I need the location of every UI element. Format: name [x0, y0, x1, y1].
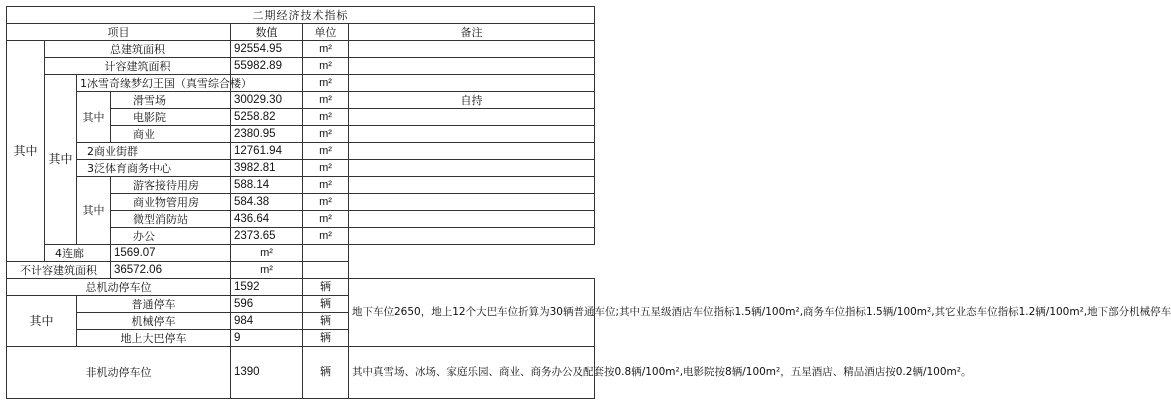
cell-normal-parking-label[interactable]: 普通停车: [77, 296, 231, 313]
table-row: [7, 177, 595, 194]
cell-sports-label[interactable]: 3泛体育商务中心: [77, 160, 231, 177]
cell-street-label[interactable]: 2商业街群: [77, 143, 231, 160]
cell-commerce-unit[interactable]: m²: [303, 126, 349, 143]
cell-non-motor-unit[interactable]: 辆: [303, 347, 349, 399]
table-row: [7, 143, 595, 160]
cell-normal-parking-value[interactable]: 596: [231, 296, 303, 313]
cell-non-motor-label[interactable]: 非机动停车位: [7, 347, 231, 399]
cell-non-far-unit[interactable]: m²: [231, 262, 303, 279]
cell-ice-kingdom-note[interactable]: [349, 75, 595, 92]
cell-total-area-label[interactable]: 总建筑面积: [45, 41, 231, 58]
header-note[interactable]: 备注: [349, 24, 595, 41]
cell-ski-label[interactable]: 滑雪场: [111, 92, 231, 109]
cell-office-value[interactable]: 2373.65: [231, 228, 303, 245]
cell-corridor-unit[interactable]: m²: [231, 245, 303, 262]
cell-cinema-label[interactable]: 电影院: [111, 109, 231, 126]
cell-bus-parking-unit[interactable]: 辆: [303, 330, 349, 347]
cell-far-area-note[interactable]: [349, 58, 595, 75]
header-unit[interactable]: 单位: [303, 24, 349, 41]
header-value[interactable]: 数值: [231, 24, 303, 41]
cell-far-area-unit[interactable]: m²: [303, 58, 349, 75]
cell-bus-parking-value[interactable]: 9: [231, 330, 303, 347]
cell-far-area-label[interactable]: 计容建筑面积: [45, 58, 231, 75]
cell-ski-note[interactable]: 自持: [349, 92, 595, 109]
table-row: [7, 160, 595, 177]
cell-corridor-note[interactable]: [303, 245, 349, 262]
cell-cinema-note[interactable]: [349, 109, 595, 126]
cell-bus-parking-label[interactable]: 地上大巴停车: [77, 330, 231, 347]
cell-commerce-value[interactable]: 2380.95: [231, 126, 303, 143]
cell-property-value[interactable]: 584.38: [231, 194, 303, 211]
cell-cinema-value[interactable]: 5258.82: [231, 109, 303, 126]
cell-property-label[interactable]: 商业物管用房: [111, 194, 231, 211]
cell-parking-note[interactable]: 地下车位2650，地上12个大巴车位折算为30辆普通车位;其中五星级酒店车位指标1.5辆/100m²,商务车位指标1.5辆/100m²,其它业态车位指标1.2辆/100m²,地下部分机械停车: [349, 279, 595, 347]
table-row: [7, 75, 595, 92]
cell-office-note[interactable]: [349, 228, 595, 245]
group-qizhong-sports[interactable]: 其中: [77, 177, 111, 245]
cell-corridor-label[interactable]: 4连廊: [45, 245, 111, 262]
table-row: [7, 58, 595, 75]
table-row: [7, 245, 595, 262]
group-qizhong-outer[interactable]: 其中: [7, 41, 45, 262]
table-row: [7, 279, 595, 296]
cell-cinema-unit[interactable]: m²: [303, 109, 349, 126]
cell-non-motor-value[interactable]: 1390: [231, 347, 303, 399]
cell-mech-parking-value[interactable]: 984: [231, 313, 303, 330]
table-row: [7, 92, 595, 109]
group-qizhong-ice[interactable]: 其中: [77, 92, 111, 143]
title-row: [7, 7, 595, 24]
table-row: [7, 262, 595, 279]
cell-total-parking-label[interactable]: 总机动停车位: [7, 279, 231, 296]
header-row: [7, 24, 595, 41]
cell-commerce-label[interactable]: 商业: [111, 126, 231, 143]
cell-visitor-unit[interactable]: m²: [303, 177, 349, 194]
cell-fire-label[interactable]: 微型消防站: [111, 211, 231, 228]
cell-property-unit[interactable]: m²: [303, 194, 349, 211]
indicator-table: [6, 6, 1171, 399]
cell-corridor-value[interactable]: 1569.07: [111, 245, 231, 262]
cell-fire-value[interactable]: 436.64: [231, 211, 303, 228]
cell-sports-note[interactable]: [349, 160, 595, 177]
table-title[interactable]: 二期经济技术指标: [7, 7, 595, 24]
cell-non-far-label[interactable]: 不计容建筑面积: [7, 262, 111, 279]
cell-non-far-value[interactable]: 36572.06: [111, 262, 231, 279]
cell-fire-note[interactable]: [349, 211, 595, 228]
cell-ice-kingdom-label[interactable]: 1冰雪奇缘梦幻王国（真雪综合楼）: [77, 75, 231, 92]
cell-total-parking-unit[interactable]: 辆: [303, 279, 349, 296]
cell-sports-unit[interactable]: m²: [303, 160, 349, 177]
cell-street-value[interactable]: 12761.94: [231, 143, 303, 160]
header-item[interactable]: 项目: [7, 24, 231, 41]
cell-fire-unit[interactable]: m²: [303, 211, 349, 228]
cell-office-label[interactable]: 办公: [111, 228, 231, 245]
cell-total-area-note[interactable]: [349, 41, 595, 58]
cell-visitor-note[interactable]: [349, 177, 595, 194]
table-row: [7, 41, 595, 58]
cell-property-note[interactable]: [349, 194, 595, 211]
cell-ski-value[interactable]: 30029.30: [231, 92, 303, 109]
cell-total-area-unit[interactable]: m²: [303, 41, 349, 58]
cell-mech-parking-label[interactable]: 机械停车: [77, 313, 231, 330]
cell-non-motor-note[interactable]: 其中真雪场、冰场、家庭乐园、商业、商务办公及配套按0.8辆/100m²,电影院按8辆/100m²，五星酒店、精品酒店按0.2辆/100m²。: [349, 347, 595, 399]
cell-non-far-note[interactable]: [303, 262, 349, 279]
cell-street-unit[interactable]: m²: [303, 143, 349, 160]
cell-commerce-note[interactable]: [349, 126, 595, 143]
table-row: [7, 347, 595, 399]
cell-far-area-value[interactable]: 55982.89: [231, 58, 303, 75]
cell-total-area-value[interactable]: 92554.95: [231, 41, 303, 58]
cell-sports-value[interactable]: 3982.81: [231, 160, 303, 177]
cell-normal-parking-unit[interactable]: 辆: [303, 296, 349, 313]
cell-mech-parking-unit[interactable]: 辆: [303, 313, 349, 330]
cell-visitor-label[interactable]: 游客接待用房: [111, 177, 231, 194]
group-qizhong-mid[interactable]: 其中: [45, 75, 77, 245]
cell-ski-unit[interactable]: m²: [303, 92, 349, 109]
group-qizhong-parking[interactable]: 其中: [7, 296, 77, 347]
cell-street-note[interactable]: [349, 143, 595, 160]
cell-office-unit[interactable]: m²: [303, 228, 349, 245]
cell-total-parking-value[interactable]: 1592: [231, 279, 303, 296]
cell-visitor-value[interactable]: 588.14: [231, 177, 303, 194]
cell-ice-kingdom-unit[interactable]: m²: [303, 75, 349, 92]
